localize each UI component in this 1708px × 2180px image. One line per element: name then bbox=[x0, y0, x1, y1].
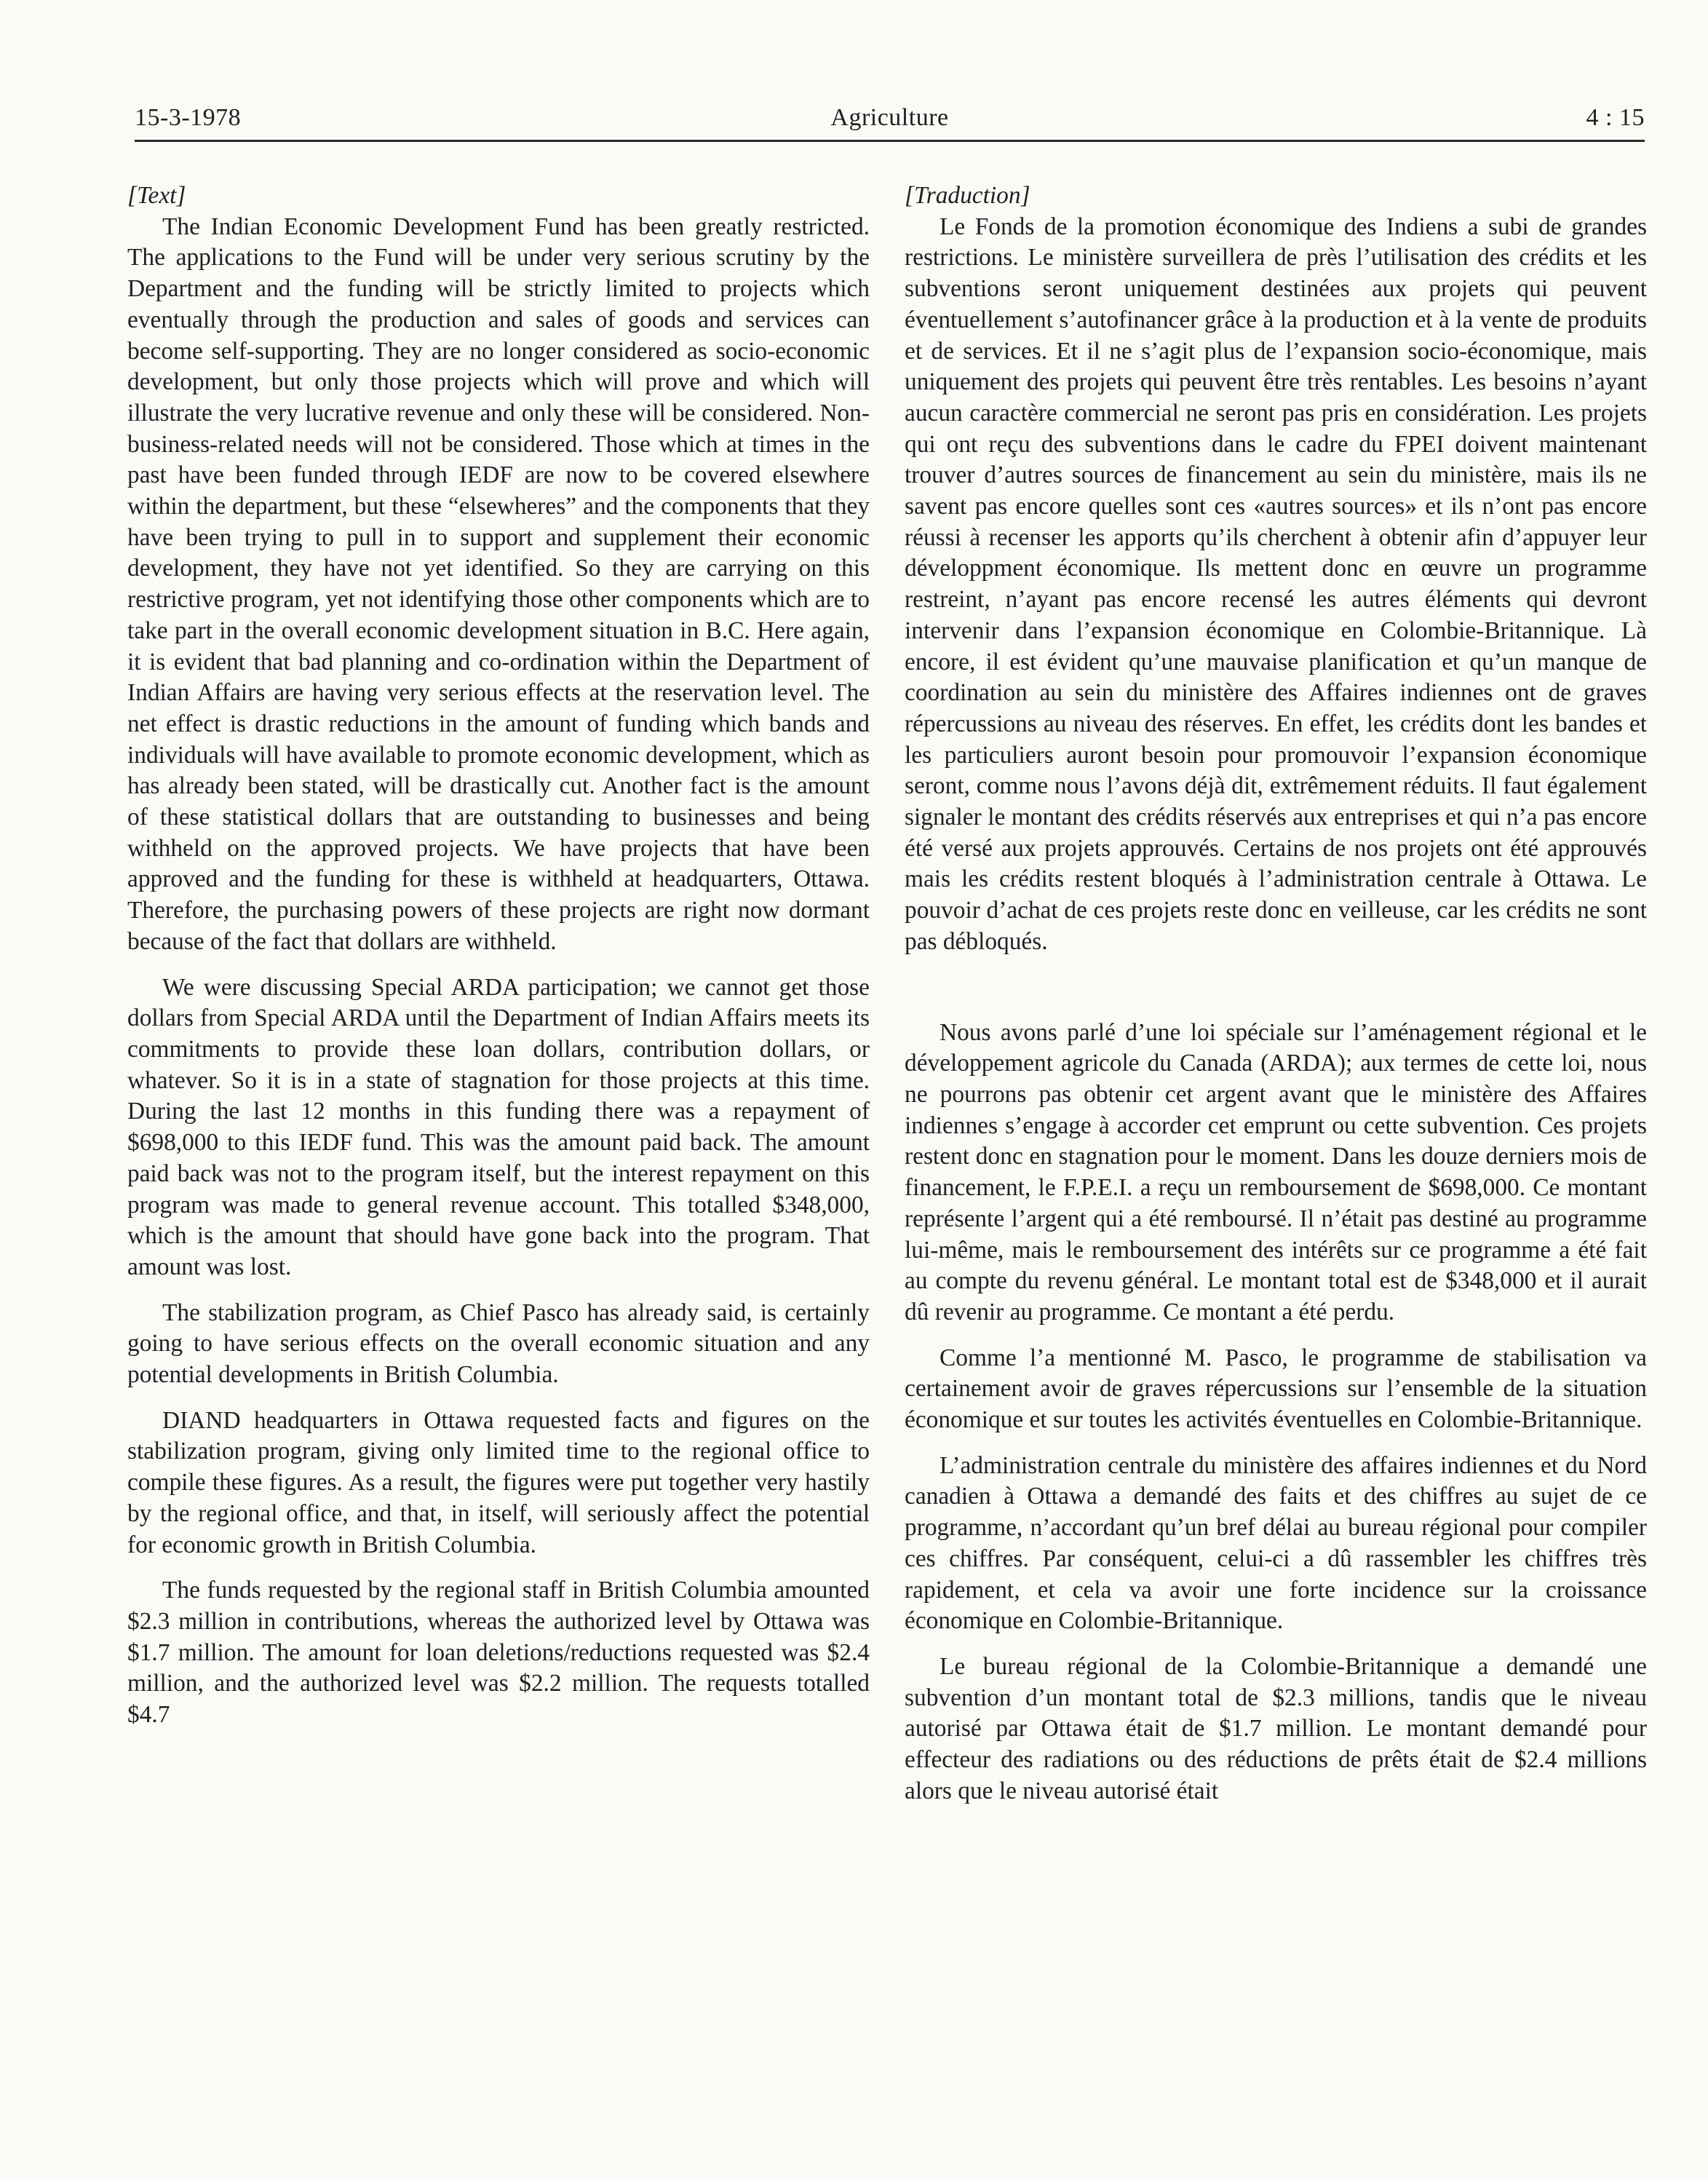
right-paragraph: Nous avons parlé d’une loi spéciale sur l’aménagement régional et le développement agricole du Canada (ARDA); aux termes de cette loi, nous ne pourrons pas obtenir cet argent avant que le ministère des Affaires indiennes s’engage à accorder cet emprunt ou cette subvention. Ces projets restent donc en stagnation pour le moment. Dans les douze derniers mois de financement, le F.P.E.I. a reçu un remboursement de $698,000. Ce montant représente l’argent qui a été remboursé. Il n’était pas destiné au programme lui-même, mais le remboursement des intérêts sur ce programme a été fait au compte du revenu général. Le montant total est de $348,000 et il aurait dû revenir au programme. Ce montant a été perdu. bbox=[905, 1018, 1647, 1325]
right-column-label: [Traduction] bbox=[905, 182, 1030, 209]
right-paragraph: L’administration centrale du ministère des affaires indiennes et du Nord canadien à Ottawa a demandé des faits et des chiffres au sujet de ce programme, n’accordant qu’un bref délai au bureau régional pour compiler ces chiffres. Par conséquent, celui-ci a dû rassembler les chiffres très rapidement, et cela va avoir une forte incidence sur la croissance économique en Colombie-Britannique. bbox=[905, 1451, 1647, 1635]
left-column-label: [Text] bbox=[127, 182, 186, 209]
header-date: 15-3-1978 bbox=[135, 104, 242, 131]
left-paragraph: DIAND headquarters in Ottawa requested facts and figures on the stabilization program, giving only limited time to the regional office to compile these figures. As a result, the figures were put together very hastily by the regional office, and that, in itself, will seriously affect the potential for economic growth in British Columbia. bbox=[127, 1406, 870, 1558]
right-paragraph: Le bureau régional de la Colombie-Britannique a demandé une subvention d’un montant total de $2.3 millions, tandis que le niveau autorisé par Ottawa était de $1.7 million. Le montant demandé pour effecteur des radiations ou des réductions de prêts était de $2.4 millions alors que le niveau autorisé était bbox=[905, 1652, 1647, 1804]
left-column-english bbox=[127, 181, 870, 1731]
header-title: Agriculture bbox=[830, 104, 949, 131]
left-paragraph: The stabilization program, as Chief Pasco has already said, is certainly going to have serious effects on the overall economic situation and any potential developments in British Columbia. bbox=[127, 1299, 870, 1389]
right-paragraph: Comme l’a mentionné M. Pasco, le programme de stabilisation va certainement avoir de graves répercussions sur l’ensemble de la situation économique et sur toutes les activités éventuelles en Colombie-Britannique. bbox=[905, 1344, 1647, 1434]
page-header bbox=[135, 102, 1645, 143]
left-paragraph: The funds requested by the regional staff in British Columbia amounted $2.3 million in contributions, whereas the authorized level by Ottawa was $1.7 million. The amount for loan deletions/reductions requested was $2.4 million, and the authorized level was $2.2 million. The requests totalled $4.7 bbox=[127, 1577, 870, 1729]
right-paragraph: Le Fonds de la promotion économique des Indiens a subi de grandes restrictions. Le ministère surveillera de près l’utilisation des crédits et les subventions seront uniquement destinées aux projets qui peuvent éventuellement s’autofinancer grâce à la production et à la vente de produits et de services. Et il ne s’agit plus de l’expansion socio-économique, mais uniquement des projets qui peuvent être très rentables. Les besoins n’ayant aucun caractère commercial ne seront pas pris en considération. Les projets qui ont reçu des subventions dans le cadre du FPEI doivent maintenant trouver d’autres sources de financement au sein du ministère, mais ils ne savent pas encore quelles sont ces «autres sources» et ils n’ont pas encore réussi à recenser les apports qu’ils cherchent à obtenir afin d’appuyer leur développment économique. Ils mettent donc en œuvre un programme restreint, n’ayant pas encore recensé les autres éléments qui devront intervenir dans l’expansion économique en Colombie-Britannique. Là encore, il est évident qu’une mauvaise planification et qu’un manque de coordination au sein du ministère des Affaires indiennes ont de graves répercussions au niveau des réserves. En effet, les crédits dont les bandes et les particuliers auront besoin pour promouvoir l’expansion économique seront, comme nous l’avons déjà dit, extrêmement réduits. Il faut également signaler le montant des crédits réservés aux entreprises et qui n’a pas encore été versé aux projets approuvés. Certains de nos projets ont été approuvés mais les crédits restent bloqués à l’administration centrale à Ottawa. Le pouvoir d’achat de ces projets reste donc en veilleuse, car les crédits ne sont pas débloqués. bbox=[905, 213, 1647, 955]
left-paragraph: We were discussing Special ARDA participation; we cannot get those dollars from Special ARDA until the Department of Indian Affairs meets its commitments to provide these loan dollars, contribution dollars, or whatever. So it is in a state of stagnation for those projects at this time. During the last 12 months in this funding there was a repayment of $698,000 to this IEDF fund. This was the amount paid back. The amount paid back was not to the program itself, but the interest repayment on this program was made to general revenue account. This totalled $348,000, which is the amount that should have gone back into the program. That amount was lost. bbox=[127, 973, 870, 1280]
left-paragraph: The Indian Economic Development Fund has been greatly restricted. The applications to the Fund will be under very serious scrutiny by the Department and the funding will be strictly limited to projects which eventually through the production and sales of goods and services can become self-supporting. They are no longer considered as socio-economic development, but only those projects which will prove and which will illustrate the very lucrative revenue and only these will be considered. Non-business-related needs will not be considered. Those which at times in the past have been funded through IEDF are now to be covered elsewhere within the department, but these “elsewheres” and the components that they have been trying to pull in to support and supplement their economic development, they have not yet identified. So they are carrying on this restrictive program, yet not identifying those other components which are to take part in the overall economic development situation in B.C. Here again, it is evident that bad planning and co-ordination within the Department of Indian Affairs are having very serious effects at the reservation level. The net effect is drastic reductions in the amount of funding which bands and individuals will have available to promote economic development, which as has already been stated, will be drastically cut. Another fact is the amount of these statistical dollars that are outstanding to businesses and being withheld on the approved projects. We have projects that have been approved and the funding for these is withheld at headquarters, Ottawa. Therefore, the purchasing powers of these projects are right now dormant because of the fact that dollars are withheld. bbox=[127, 213, 870, 955]
right-column-french bbox=[905, 181, 1647, 1807]
header-page-number: 4 : 15 bbox=[1586, 104, 1645, 131]
header-divider bbox=[135, 140, 1645, 142]
